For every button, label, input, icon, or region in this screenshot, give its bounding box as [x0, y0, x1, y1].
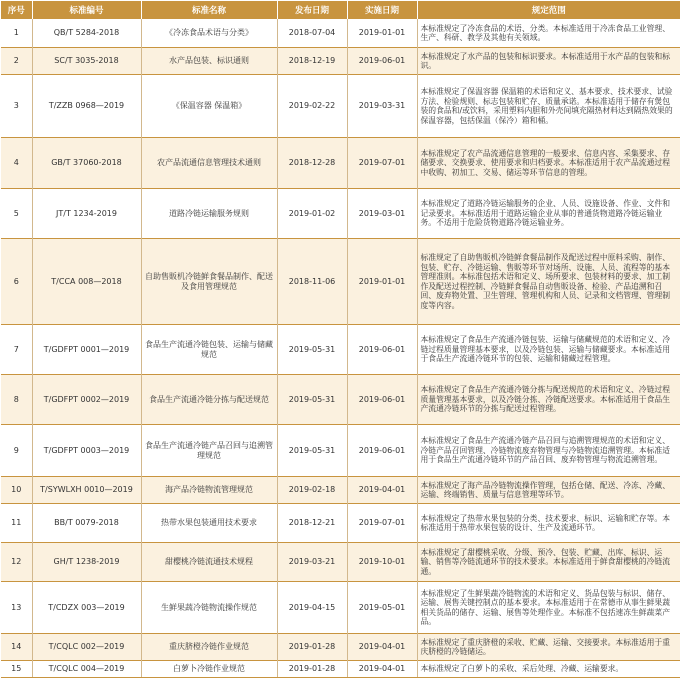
- cell-name: 重庆脐橙冷链作业规范: [141, 634, 277, 661]
- table-row: [1, 138, 680, 189]
- cell-scope: 本标准规定了食品生产流通冷链产品召回与追溯管理规范的术语和定义、冷链产品召回管理、冷链物流废弃物管理与冷链物流追溯管理。本标准适用于食品生产流通冷链环节的产品召回、废弃物管理与物流追溯管理。: [417, 425, 680, 477]
- header-scope: 规定范围: [417, 1, 680, 19]
- cell-code: SC/T 3035-2018: [32, 48, 141, 75]
- cell-published: 2018-11-06: [277, 239, 347, 325]
- cell-effective: 2019-06-01: [347, 425, 417, 477]
- cell-code: T/CDZX 003—2019: [32, 582, 141, 634]
- cell-name: 自助售販机冷链鲜食餐品制作、配送及食用管理规范: [141, 239, 277, 325]
- header-code: 标准编号: [32, 1, 141, 19]
- table-row: [1, 48, 680, 75]
- table-header-row: [1, 1, 680, 19]
- cell-no: 9: [1, 425, 32, 477]
- cell-no: 5: [1, 189, 32, 239]
- cell-no: 12: [1, 543, 32, 582]
- cell-name: 生鲜果蔬冷链物流操作规范: [141, 582, 277, 634]
- cell-code: GB/T 37060-2018: [32, 138, 141, 189]
- cell-scope: 本标准规定了生鲜果蔬冷链物流的术语和定义、货品包装与标识、储存、运输、展售关键控制点的基本要求。本标准适用于在常德市从事生鲜果蔬相关货品的储存、运输、展售等处理作业。本标准不包括速冻生鲜蔬菜产品。: [417, 582, 680, 634]
- cell-code: T/SYWLXH 0010—2019: [32, 477, 141, 504]
- cell-name: 热带水果包装通用技术要求: [141, 504, 277, 543]
- cell-effective: 2019-03-31: [347, 75, 417, 138]
- header-name: 标准名称: [141, 1, 277, 19]
- standards-table-page: [0, 1, 681, 682]
- cell-effective: 2019-01-01: [347, 19, 417, 48]
- table-row: [1, 543, 680, 582]
- cell-scope: 本标准规定了食品生产流通冷链包装、运输与储藏规范的术语和定义、冷链过程质量管理基本要求，以及冷链包装、运输与储藏要求。本标准适用于食品生产流通冷链环节的包装、运输和储藏过程管理。: [417, 325, 680, 375]
- cell-code: T/GDFPT 0001—2019: [32, 325, 141, 375]
- cell-effective: 2019-03-01: [347, 189, 417, 239]
- cell-scope: 本标准规定了甜樱桃采收、分级、预冷、包装、贮藏、出库、标识、运输、销售等冷链流通环节的技术要求。本标准适用于鲜食甜樱桃的冷链流通。: [417, 543, 680, 582]
- cell-effective: 2019-05-01: [347, 582, 417, 634]
- table-row: [1, 239, 680, 325]
- cell-scope: 本标准规定了重庆脐橙的采收、贮藏、运输、交接要求。本标准适用于重庆脐橙的冷链储运。: [417, 634, 680, 661]
- cell-code: T/GDFPT 0003—2019: [32, 425, 141, 477]
- cell-scope: 本标准规定了水产品的包装和标识要求。本标准适用于水产品的包装和标识。: [417, 48, 680, 75]
- cell-name: 食品生产流通冷链包装、运输与储藏规范: [141, 325, 277, 375]
- cell-published: 2019-02-18: [277, 477, 347, 504]
- cell-name: 食品生产流通冷链分拣与配送规范: [141, 375, 277, 425]
- cell-published: 2018-12-28: [277, 138, 347, 189]
- cell-effective: 2019-04-01: [347, 477, 417, 504]
- table-row: [1, 582, 680, 634]
- table-row: [1, 19, 680, 48]
- cell-no: 14: [1, 634, 32, 661]
- header-no: 序号: [1, 1, 32, 19]
- cell-effective: 2019-04-01: [347, 634, 417, 661]
- cell-name: 道路冷链运输服务规则: [141, 189, 277, 239]
- cell-no: 3: [1, 75, 32, 138]
- table-row: [1, 661, 680, 678]
- cell-scope: 本标准规定了白萝卜的采收、采后处理、冷藏、运输要求。: [417, 661, 680, 678]
- cell-name: 农产品流通信息管理技术通则: [141, 138, 277, 189]
- cell-effective: 2019-06-01: [347, 48, 417, 75]
- cell-name: 白萝卜冷链作业规范: [141, 661, 277, 678]
- table-row: [1, 75, 680, 138]
- table-row: [1, 375, 680, 425]
- table-row: [1, 189, 680, 239]
- cell-code: GH/T 1238-2019: [32, 543, 141, 582]
- cell-published: 2018-07-04: [277, 19, 347, 48]
- cell-scope: 本标准规定了道路冷链运输服务的企业、人员、设施设备、作业、文件和记录要求。本标准适用于道路运输企业从事的普通货物道路冷链运输业务。不适用于危险货物道路冷链运输业务。: [417, 189, 680, 239]
- cell-name: 食品生产流通冷链产品召回与追溯管理规范: [141, 425, 277, 477]
- cell-published: 2019-02-22: [277, 75, 347, 138]
- cell-no: 10: [1, 477, 32, 504]
- cell-no: 7: [1, 325, 32, 375]
- table-row: [1, 325, 680, 375]
- cell-code: T/CCA 008—2018: [32, 239, 141, 325]
- cell-published: 2019-05-31: [277, 425, 347, 477]
- cell-effective: 2019-06-01: [347, 325, 417, 375]
- cell-no: 4: [1, 138, 32, 189]
- cell-no: 11: [1, 504, 32, 543]
- cell-published: 2019-01-28: [277, 634, 347, 661]
- cell-no: 15: [1, 661, 32, 678]
- cell-published: 2019-01-28: [277, 661, 347, 678]
- standards-table: [1, 1, 680, 678]
- cell-code: JT/T 1234-2019: [32, 189, 141, 239]
- cell-no: 8: [1, 375, 32, 425]
- cell-scope: 本标准规定了保温容器 保温箱的术语和定义、基本要求、技术要求、试验方法、检验规则、标志包装和贮存、质量承诺。本标准适用于储存有煲包装的食品和/或饮料，采用塑料内胆和外壳间填充隔热材料达到隔热效果的保温容器，包括保温（保冷）箱和桶。: [417, 75, 680, 138]
- cell-scope: 本标准规定了食品生产流通冷链分拣与配送规范的术语和定义、冷链过程质量管理基本要求，以及冷链分拣、冷链配送要求。本标准适用于食品生产流通冷链环节的分拣与配送过程管理。: [417, 375, 680, 425]
- header-effective: 实施日期: [347, 1, 417, 19]
- cell-published: 2019-05-31: [277, 375, 347, 425]
- header-published: 发布日期: [277, 1, 347, 19]
- cell-published: 2018-12-21: [277, 504, 347, 543]
- cell-published: 2019-03-21: [277, 543, 347, 582]
- cell-effective: 2019-06-01: [347, 375, 417, 425]
- cell-name: 甜樱桃冷链流通技术规程: [141, 543, 277, 582]
- cell-published: 2018-12-19: [277, 48, 347, 75]
- cell-scope: 本标准规定了农产品流通信息管理的一般要求、信息内容、采集要求、存储要求、交换要求、使用要求和归档要求。本标准适用于农产品流通过程中收购、初加工、交易、储运等环节信息的管理。: [417, 138, 680, 189]
- cell-name: 海产品冷链物流管理规范: [141, 477, 277, 504]
- cell-code: T/GDFPT 0002—2019: [32, 375, 141, 425]
- cell-no: 2: [1, 48, 32, 75]
- cell-published: 2019-05-31: [277, 325, 347, 375]
- cell-scope: 本标准规定了海产品冷链物流操作管理，包括仓储、配送、冷冻、冷藏、运输、终端销售、质量与信息管理等环节。: [417, 477, 680, 504]
- cell-code: T/ZZB 0968—2019: [32, 75, 141, 138]
- table-row: [1, 504, 680, 543]
- cell-scope: 标准规定了自助售販机冷链鲜食餐品制作及配送过程中原料采购、制作、包装、贮存、冷链运输、售販等环节对场所、设施、人员、流程等的基本管理准则。本标准包括术语和定义、场所要求、包装材料的要求、加工制作及配送过程控制、冷链鲜食餐品自动售販设备、检验、产品追溯和召回、废弃物处置、卫生管理、管理机构和人员、记录和文档管理、管理制度等内容。: [417, 239, 680, 325]
- cell-effective: 2019-01-01: [347, 239, 417, 325]
- cell-published: 2019-04-15: [277, 582, 347, 634]
- cell-name: 水产品包装、标识通则: [141, 48, 277, 75]
- cell-effective: 2019-07-01: [347, 504, 417, 543]
- cell-scope: 本标准规定了热带水果包装的分类、技术要求、标识、运输和贮存等。本标准适用于热带水果包装的设计、生产及流通环节。: [417, 504, 680, 543]
- cell-no: 1: [1, 19, 32, 48]
- cell-no: 13: [1, 582, 32, 634]
- table-row: [1, 634, 680, 661]
- cell-effective: 2019-04-01: [347, 661, 417, 678]
- cell-code: T/CQLC 002—2019: [32, 634, 141, 661]
- cell-name: 《保温容器 保温箱》: [141, 75, 277, 138]
- cell-name: 《冷冻食品术语与分类》: [141, 19, 277, 48]
- cell-effective: 2019-07-01: [347, 138, 417, 189]
- cell-effective: 2019-10-01: [347, 543, 417, 582]
- cell-code: BB/T 0079-2018: [32, 504, 141, 543]
- cell-no: 6: [1, 239, 32, 325]
- cell-scope: 本标准规定了冷冻食品的术语、分类。本标准适用于冷冻食品工业管理、生产、科研、教学及其他有关领域。: [417, 19, 680, 48]
- table-row: [1, 477, 680, 504]
- table-row: [1, 425, 680, 477]
- cell-code: QB/T 5284-2018: [32, 19, 141, 48]
- cell-published: 2019-01-02: [277, 189, 347, 239]
- cell-code: T/CQLC 004—2019: [32, 661, 141, 678]
